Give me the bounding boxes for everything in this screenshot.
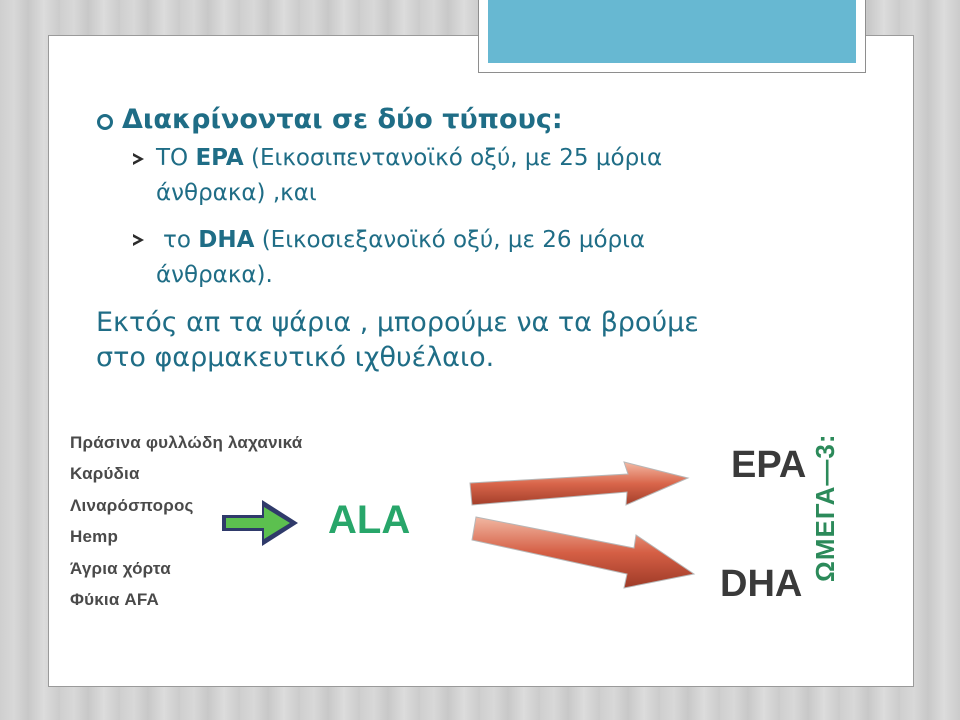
- source-item: Φύκια AFA: [70, 590, 160, 609]
- bullet-epa-line2: άνθρακα) ,και: [156, 180, 317, 206]
- bullet-dha-line1: το DHA (Εικοσιεξανοϊκό οξύ, με 26 μόρια: [163, 227, 646, 253]
- source-item: Πράσινα φυλλώδη λαχανικά: [70, 433, 303, 452]
- paragraph-line1: Εκτός απ τα ψάρια , μπορούμε να τα βρούμε: [96, 307, 699, 338]
- epa-label: EPA: [731, 444, 807, 486]
- source-item: Άγρια χόρτα: [70, 559, 171, 578]
- paragraph-line2: στο φαρμακευτικό ιχθυέλαιο.: [96, 342, 495, 373]
- bullet-epa-line1: ΤΟ EPA (Εικοσιπεντανοϊκό οξύ, με 25 μόρια: [156, 145, 663, 171]
- arrow-to-dha-icon: [472, 517, 694, 588]
- epa-term: EPA: [195, 145, 244, 171]
- source-item: Hemp: [70, 527, 119, 546]
- ala-arrow-icon: [222, 500, 298, 546]
- bullet-dha-line2: άνθρακα).: [156, 262, 273, 288]
- arrow-to-epa-icon: [470, 462, 688, 505]
- source-item: Λιναρόσπορος: [70, 496, 194, 515]
- source-item: Καρύδια: [70, 464, 140, 483]
- ala-label: ALA: [328, 498, 411, 542]
- dha-label: DHA: [720, 563, 803, 605]
- omega-3-label: ΩΜΕΓΑ—3:: [810, 433, 840, 582]
- slide-heading: Διακρίνονται σε δύο τύπους:: [122, 104, 563, 135]
- dha-term: DHA: [198, 227, 255, 253]
